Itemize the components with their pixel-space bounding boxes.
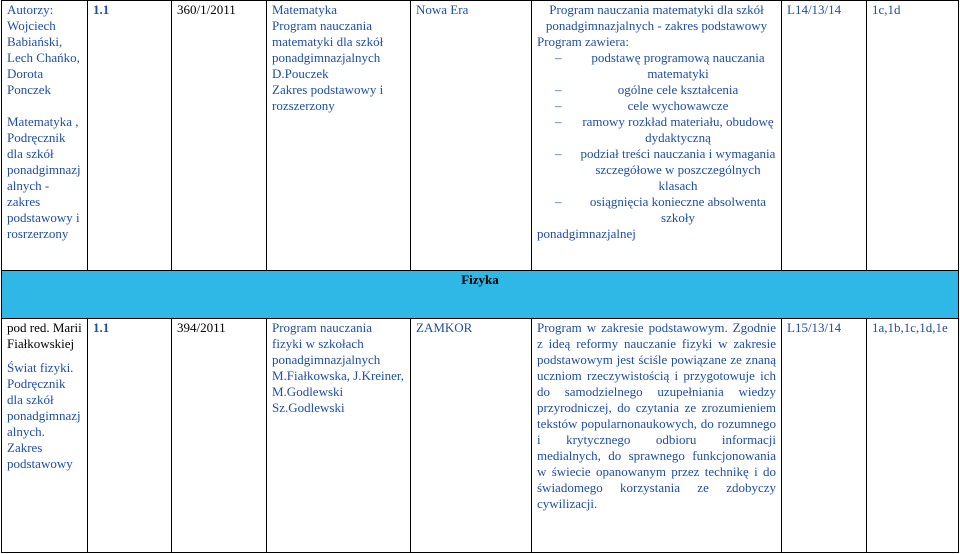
program-cell (267, 1, 411, 271)
section-heading-text: Fizyka (461, 272, 499, 287)
list-item: – ogólne cele kształcenia (555, 82, 739, 97)
list-item: – cele wychowawcze (555, 98, 729, 113)
description-cell (532, 319, 782, 553)
list-item: – podstawę programową nauczania matematyki (555, 50, 765, 81)
section-heading-row (2, 271, 959, 319)
program-title: Program nauczania fizyki w szkołach ponadgimnazjalnych (272, 320, 381, 367)
editor-name: pod red. Marii Fiałkowskiej (7, 320, 82, 351)
textbook-table (1, 0, 959, 553)
editor-cell (2, 319, 88, 553)
description-intro: Program nauczania matematyki dla szkół ponadgimnazjalnych - zakres podstawowy (545, 2, 768, 33)
classes-value: 1c,1d (872, 2, 901, 17)
code-cell (782, 319, 867, 553)
program-scope: Zakres podstawowy i rozszerzony (272, 82, 384, 113)
contents-list (537, 50, 776, 226)
book-title: Matematyka , Podręcznik dla szkół ponadgimnazjalnych - zakres podstawowy i rosrzerzony (7, 114, 81, 241)
approval-number-cell (172, 1, 267, 271)
classes-cell (867, 1, 959, 271)
subject-name: Matematyka (272, 2, 337, 17)
classes-cell (867, 319, 959, 553)
lp-number-cell (88, 1, 172, 271)
authors-names: Wojciech Babiański, Lech Chańko, Dorota Ponczek (7, 18, 80, 97)
section-heading (2, 271, 959, 319)
lp-value: 1.1 (93, 2, 110, 17)
program-title: Program nauczania matematyki dla szkół ponadgimnazjalnych (272, 18, 384, 65)
description-end: ponadgimnazjalnej (537, 226, 636, 241)
program-authors: M.Fiałkowska, J.Kreiner, M.Godlewski Sz.Godlewski (272, 368, 404, 415)
program-cell (267, 319, 411, 553)
list-item: – ramowy rozkład materiału, obudowę dydaktyczną (555, 114, 774, 145)
approval-number: 360/1/2011 (177, 2, 236, 17)
approval-number-cell (172, 319, 267, 553)
authors-label: Autorzy: (7, 2, 54, 17)
authors-cell (2, 1, 88, 271)
list-item: – osiągnięcia konieczne absolwenta szkoły (555, 194, 767, 225)
program-author: D.Pouczek (272, 66, 329, 81)
table-row-fizyka (2, 319, 959, 553)
publisher-cell (411, 319, 532, 553)
code-value: L15/13/14 (787, 320, 842, 335)
lp-number-cell (88, 319, 172, 553)
publisher-name: Nowa Era (416, 2, 469, 17)
approval-number: 394/2011 (177, 320, 226, 335)
publisher-name: ZAMKOR (416, 320, 473, 335)
book-title: Świat fizyki. Podręcznik dla szkół ponadgimnazjalnych. Zakres podstawowy (7, 360, 81, 471)
publisher-cell (411, 1, 532, 271)
list-item: – podział treści nauczania i wymagania szczegółowe w poszczególnych klasach (555, 146, 776, 193)
classes-value: 1a,1b,1c,1d,1e (872, 320, 948, 335)
contains-label: Program zawiera: (537, 34, 630, 49)
code-cell (782, 1, 867, 271)
table-row-matematyka (2, 1, 959, 271)
description-cell (532, 1, 782, 271)
code-value: L14/13/14 (787, 2, 842, 17)
description-text: Program w zakresie podstawowym. Zgodnie z ideą reformy nauczanie fizyki w zakresie podstawowym jest ściśle powiązane ze znaną uczniom rzeczywistością i przygotowuje ich do samodzielnego uzupełniania wiedzy przyrodniczej, do czytania ze zrozumieniem tekstów popularnonaukowych, do rozumnego i krytycznego odbioru informacji medialnych, do sprawnego funkcjonowania w świecie opanowanym przez technikę i do świadomego korzystania ze zdobyczy cywilizacji. (537, 320, 776, 511)
lp-value: 1.1 (93, 320, 110, 335)
